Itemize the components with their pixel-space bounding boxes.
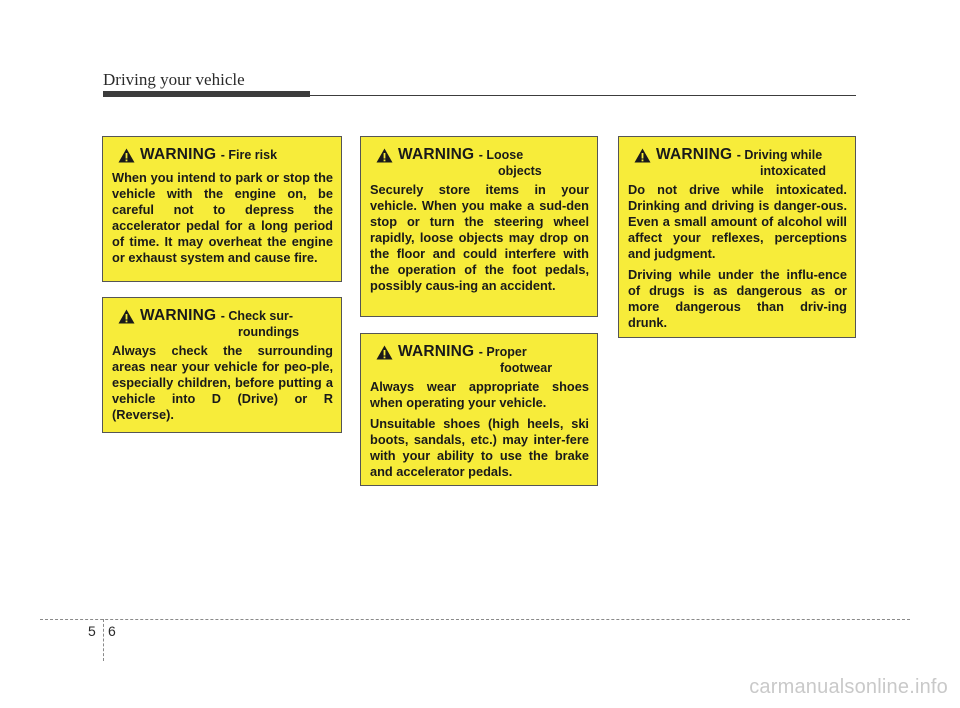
warning-text: Driving while under the influ-ence of drugs is as dangerous as or more dangerous than driv-ing drunk. (628, 267, 847, 330)
warning-subtitle: - Check sur- (220, 309, 294, 323)
warning-heading (628, 146, 847, 178)
warning-word: WARNING (656, 146, 733, 163)
footer-dashed-divider (103, 619, 104, 661)
warning-subtitle-line2: footwear (500, 361, 553, 375)
warning-word: WARNING (140, 146, 217, 163)
page-header-title: Driving your vehicle (103, 70, 245, 89)
watermark-text: carmanualsonline.info (749, 676, 948, 698)
warning-box-check-surroundings (102, 297, 342, 433)
warning-word: WARNING (398, 146, 475, 163)
warning-triangle-icon (634, 148, 651, 163)
warning-subtitle: - Driving while (736, 148, 823, 162)
warning-box-proper-footwear (360, 333, 598, 486)
warning-text: Securely store items in your vehicle. When you make a sud-den stop or turn the steering wheel rapidly, loose objects may drop on the floor and could interfere with the operation of the foot pedals, possibly caus-ing an accident. (370, 182, 589, 293)
warning-subtitle-line2: roundings (238, 325, 300, 339)
warning-text: Always check the surrounding areas near your vehicle for peo-ple, especially children, before putting a vehicle into D (Drive) or R (Reverse). (112, 343, 333, 422)
warning-triangle-icon (118, 309, 135, 324)
warning-word: WARNING (398, 343, 475, 360)
chapter-number: 5 (88, 623, 96, 639)
warning-heading (112, 307, 333, 339)
footer-dashed-rule (40, 619, 910, 620)
warning-heading (370, 343, 589, 375)
warning-word: WARNING (140, 307, 217, 324)
warning-heading (112, 146, 333, 166)
header-rule-accent (103, 91, 310, 97)
warning-box-fire-risk (102, 136, 342, 282)
warning-heading (370, 146, 589, 178)
warning-triangle-icon (118, 148, 135, 163)
page-number: 6 (108, 623, 116, 639)
warning-triangle-icon (376, 345, 393, 360)
warning-text: Unsuitable shoes (high heels, ski boots, sandals, etc.) may inter-fere with your ability to use the brake and accelerator pedals. (370, 416, 589, 479)
warning-subtitle: - Loose (478, 148, 524, 162)
warning-text: When you intend to park or stop the vehicle with the engine on, be careful not to depress the accelerator pedal for a long period of time. It may overheat the engine or exhaust system and cause fire. (112, 170, 333, 265)
warning-box-driving-intoxicated (618, 136, 856, 338)
warning-text: Do not drive while intoxicated. Drinking and driving is danger-ous. Even a small amount of alcohol will affect your reflexes, perceptions and judgment. (628, 182, 847, 261)
warning-subtitle-line2: objects (498, 164, 542, 178)
warning-subtitle: - Fire risk (220, 148, 278, 162)
warning-subtitle-line2: intoxicated (760, 164, 826, 178)
warning-subtitle: - Proper (478, 345, 527, 359)
warning-text: Always wear appropriate shoes when operating your vehicle. (370, 379, 589, 410)
warning-box-loose-objects (360, 136, 598, 317)
warning-triangle-icon (376, 148, 393, 163)
